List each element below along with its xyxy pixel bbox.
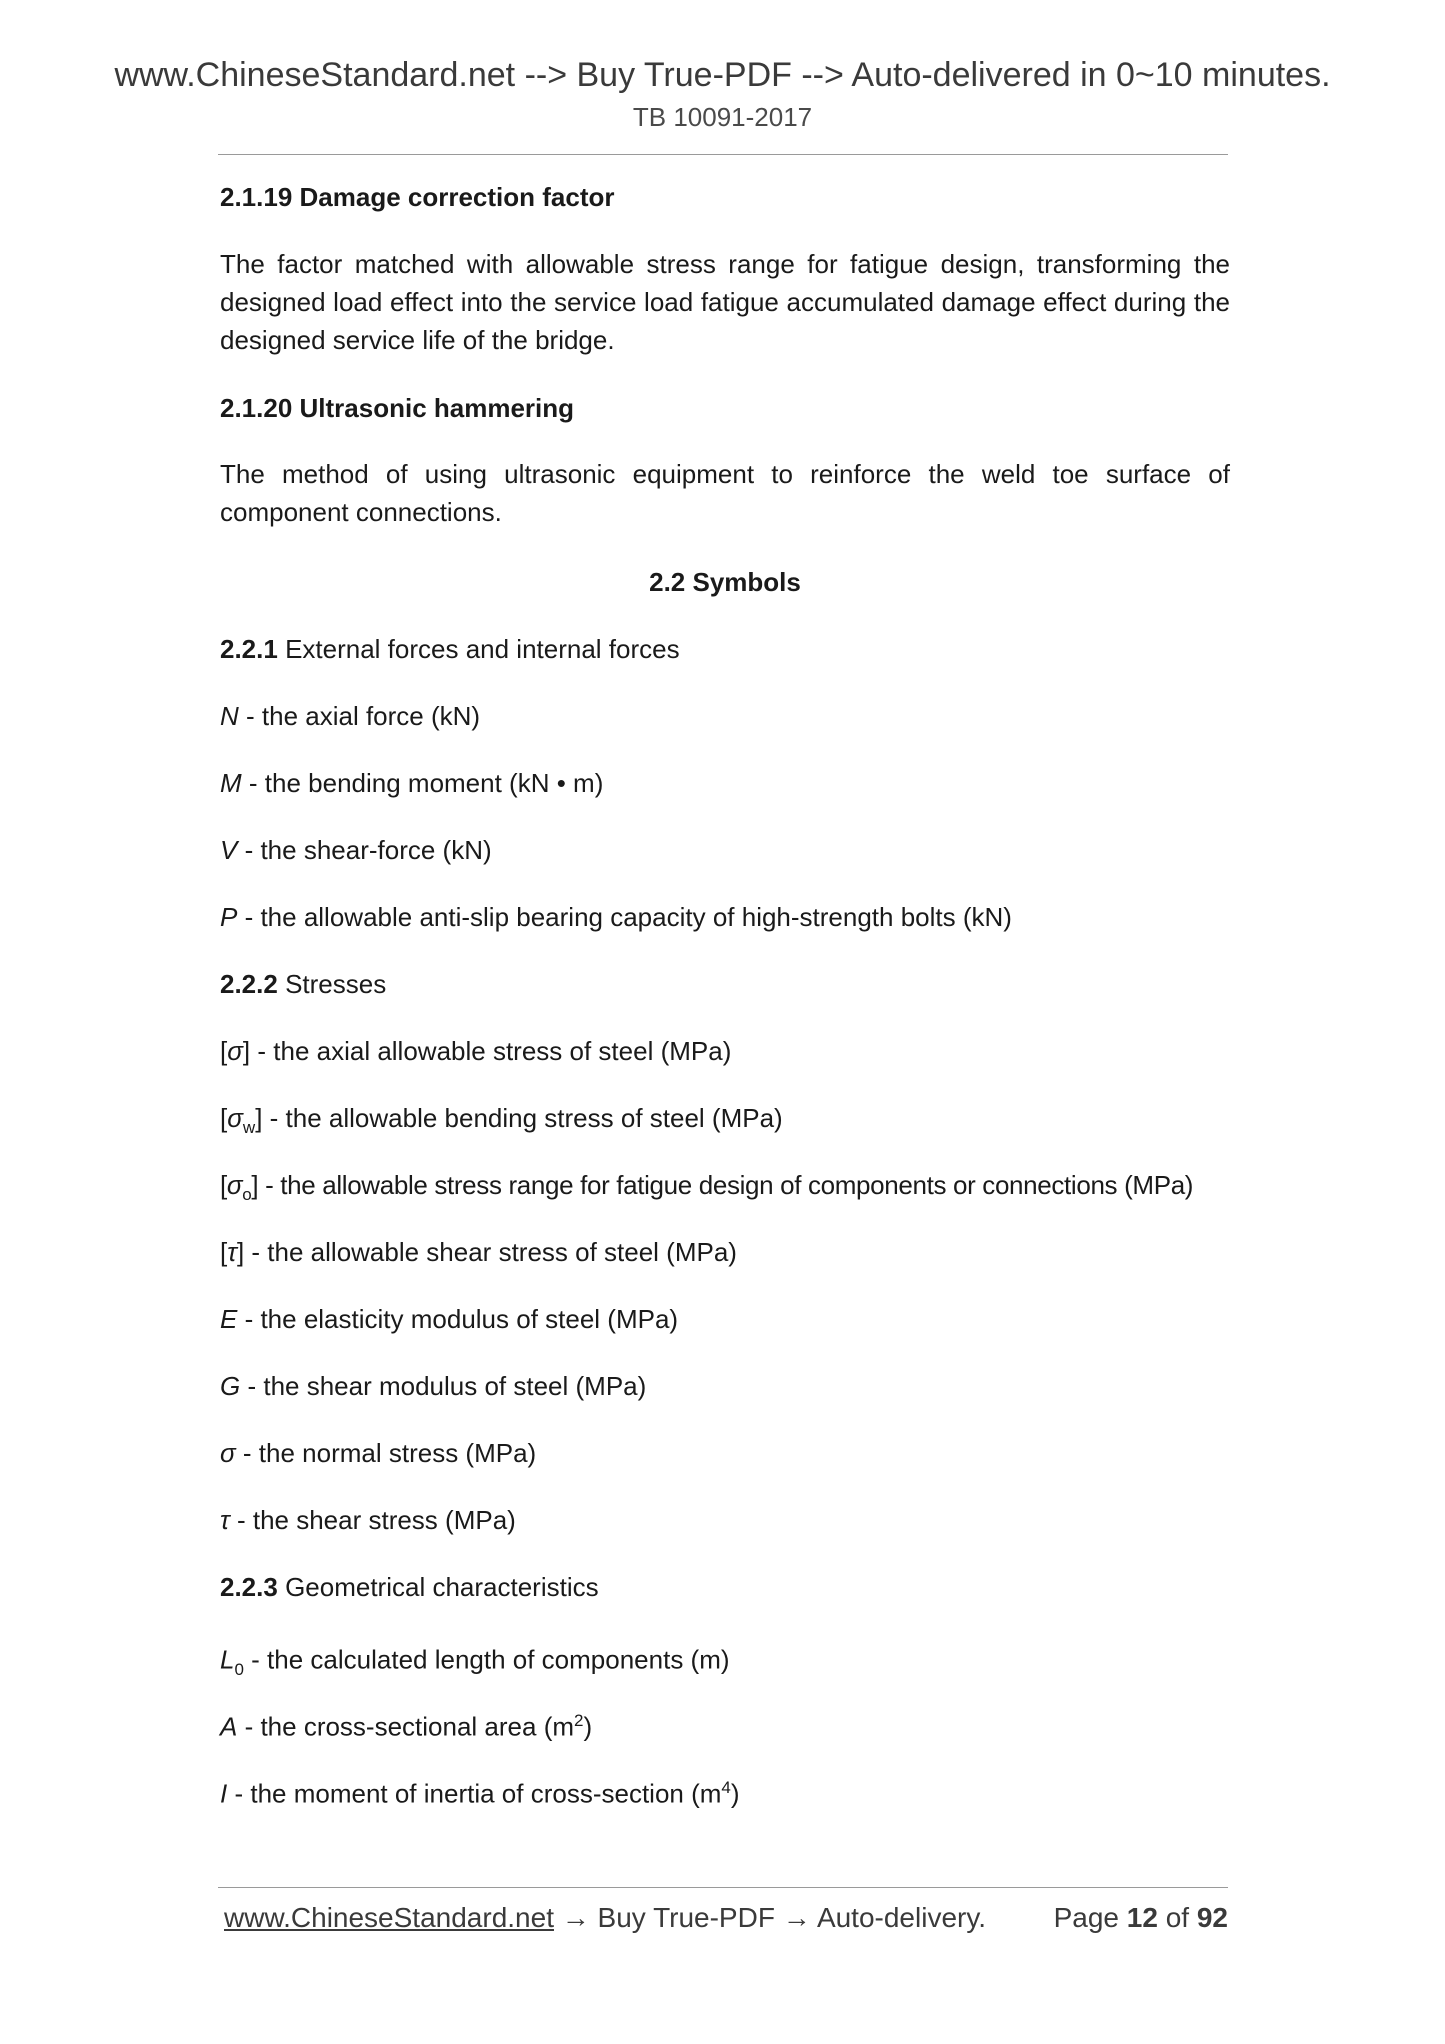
symbol-item: E - the elasticity modulus of steel (MPa) <box>220 1304 679 1334</box>
footer-delivery-text: Auto-delivery. <box>810 1902 987 1933</box>
document-code: TB 10091-2017 <box>632 102 813 132</box>
subsection-heading-2-2-2 <box>220 965 1230 1003</box>
subsection-label: Stresses <box>285 969 387 999</box>
section-paragraph-2-1-20: The method of using ultrasonic equipment to reinforce the weld toe surface of component connections. <box>220 459 1230 527</box>
symbol-item: N - the axial force (kN) <box>220 701 481 731</box>
symbol-item: M - the bending moment (kN • m) <box>220 768 604 798</box>
symbol-item: $L_0$ - the calculated length of components (m) <box>220 1644 730 1679</box>
subsection-number: 2.2.3 <box>220 1572 278 1602</box>
page-footer <box>224 1902 1228 1934</box>
section-paragraph-2-1-19: The factor matched with allowable stress range for fatigue design, transforming the designed load effect into the service load fatigue accumulated damage effect during the designed service life of the bridge. <box>220 249 1230 355</box>
section-heading-2-1-19: 2.1.19 Damage correction factor <box>220 182 615 212</box>
header-divider <box>218 154 1228 155</box>
page-indicator: Page 12 of 92 <box>1053 1902 1228 1933</box>
symbol-item: P - the allowable anti-slip bearing capacity of high-strength bolts (kN) <box>220 902 1012 932</box>
arrow-icon: → <box>561 1902 590 1933</box>
header-banner: www.ChineseStandard.net --> Buy True-PDF --> Auto-delivered in 0~10 minutes. <box>114 56 1331 94</box>
symbol-item: [τ] - the allowable shear stress of steel (MPa) <box>220 1237 737 1267</box>
section-heading-2-1-20: 2.1.20 Ultrasonic hammering <box>220 393 575 423</box>
footer-site-link[interactable]: www.ChineseStandard.net <box>224 1902 554 1933</box>
symbol-item: A - the cross-sectional area $(m^2)$ <box>220 1711 593 1742</box>
symbol-item: [σ] - the axial allowable stress of steel (MPa) <box>220 1036 732 1066</box>
subsection-heading-2-2-1 <box>220 630 1230 668</box>
footer-divider <box>218 1887 1228 1888</box>
page-number: 12 <box>1126 1902 1158 1933</box>
symbol-item: $[\sigma_w]$ - the allowable bending stress of steel (MPa) <box>220 1103 783 1138</box>
arrow-icon: → <box>782 1902 811 1933</box>
section-heading-2-2: 2.2 Symbols <box>649 567 801 597</box>
symbol-item: σ - the normal stress (MPa) <box>220 1438 537 1468</box>
symbol-item: I - the moment of inertia of cross-section $(m^4)$ <box>220 1778 740 1809</box>
subsection-number: 2.2.2 <box>220 969 278 999</box>
subsection-heading-2-2-3 <box>220 1568 1230 1606</box>
symbol-item: V - the shear-force (kN) <box>220 835 492 865</box>
subsection-label: External forces and internal forces <box>285 634 680 664</box>
subsection-label: Geometrical characteristics <box>285 1572 599 1602</box>
footer-buy-text: Buy True-PDF <box>589 1902 783 1933</box>
symbol-item: G - the shear modulus of steel (MPa) <box>220 1371 647 1401</box>
symbol-item: $[\sigma_o]$ - the allowable stress range for fatigue design of components or connections (MPa) <box>220 1170 1194 1205</box>
symbol-item: τ - the shear stress (MPa) <box>220 1505 516 1535</box>
subsection-number: 2.2.1 <box>220 634 278 664</box>
page-total: 92 <box>1196 1902 1228 1933</box>
